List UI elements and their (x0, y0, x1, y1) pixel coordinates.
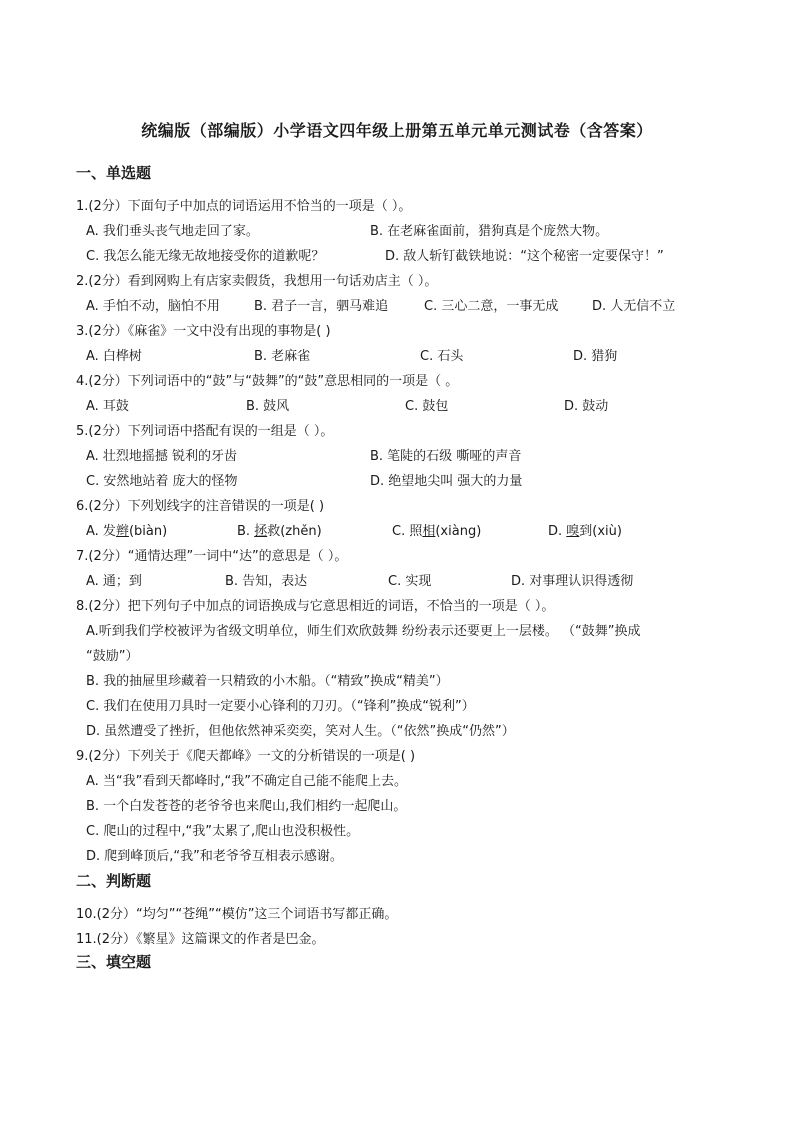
section-heading-single-choice: 一、单选题 (76, 164, 152, 182)
question-7-stem: 7.(2分）“通情达理”一词中“达”的意思是（ ）。 (76, 549, 348, 564)
question-1-option-d: D. 敌人斩钉截铁地说：“这个秘密一定要保守！” (385, 249, 664, 264)
question-5-stem: 5.(2分）下列词语中搭配有误的一组是（ ）。 (76, 424, 334, 439)
question-7-option-b: B. 告知，表达 (225, 574, 308, 589)
question-8-option-c: C. 我们在使用刀具时一定要小心锋利的刀刃。（“锋利”换成“锐利”） (86, 699, 475, 714)
question-10-stem: 10.(2分）“均匀”“苍绳”“模仿”这三个词语书写都正确。 (76, 907, 398, 922)
question-3-option-d: D. 猎狗 (573, 349, 618, 364)
question-2-option-d: D. 人无信不立 (592, 299, 676, 314)
question-6-option-a: A. 发辫(biàn) (86, 524, 168, 539)
question-6-option-d: D. 嗅到(xiù) (548, 524, 622, 539)
section-heading-fill-blank: 三、填空题 (76, 953, 152, 971)
question-5-option-b: B. 笔陡的石级 嘶哑的声音 (370, 449, 522, 464)
question-1-stem: 1.(2分）下面句子中加点的词语运用不恰当的一项是（ ）。 (76, 199, 412, 214)
question-2-stem: 2.(2分）看到网购上有店家卖假货，我想用一句话劝店主（ ）。 (76, 274, 438, 289)
question-3-option-c: C. 石头 (420, 349, 464, 364)
question-4-option-a: A. 耳鼓 (86, 399, 129, 414)
question-9-stem: 9.(2分）下列关于《爬天都峰》一文的分析错误的一项是( ) (76, 749, 416, 764)
question-11-stem: 11.(2分）《繁星》这篇课文的作者是巴金。 (76, 932, 325, 947)
question-8-option-d: D. 虽然遭受了挫折，但他依然神采奕奕，笑对人生。（“依然”换成“仍然”） (86, 724, 515, 739)
question-6-option-c: C. 照相(xiàng) (392, 524, 482, 539)
question-9-option-d: D. 爬到峰顶后,“我”和老爷爷互相表示感谢。 (86, 849, 343, 864)
question-7-option-d: D. 对事理认识得透彻 (511, 574, 634, 589)
question-7-option-a: A. 通；到 (86, 574, 142, 589)
question-9-option-b: B. 一个白发苍苍的老爷爷也来爬山,我们相约一起爬山。 (86, 799, 407, 814)
question-4-option-c: C. 鼓包 (405, 399, 449, 414)
question-8-option-a-cont: “鼓励”） (86, 649, 139, 664)
question-8-option-a: A.听到我们学校被评为省级文明单位，师生们欢欣鼓舞 纷纷表示还要更上一层楼。 （“鼓舞”换成 (86, 624, 641, 639)
question-1-option-b: B. 在老麻雀面前，猎狗真是个庞然大物。 (370, 224, 609, 239)
question-2-option-c: C. 三心二意，一事无成 (424, 299, 559, 314)
question-5-option-d: D. 绝望地尖叫 强大的力量 (370, 474, 523, 489)
question-4-stem: 4.(2分）下列词语中的“鼓”与“鼓舞”的“鼓”意思相同的一项是（ 。 (76, 374, 459, 389)
question-9-option-a: A. 当“我”看到天都峰时,“我”不确定自己能不能爬上去。 (86, 774, 408, 789)
section-heading-true-false: 二、判断题 (76, 872, 152, 890)
question-2-option-b: B. 君子一言，驷马难追 (254, 299, 389, 314)
question-6-option-b: B. 拯救(zhěn) (237, 524, 322, 539)
question-1-option-a: A. 我们垂头丧气地走回了家。 (86, 224, 259, 239)
question-5-option-c: C. 安然地站着 庞大的怪物 (86, 474, 238, 489)
question-3-option-b: B. 老麻雀 (254, 349, 311, 364)
page-title: 统编版（部编版）小学语文四年级上册第五单元单元测试卷（含答案） (141, 121, 653, 140)
question-8-stem: 8.(2分）把下列句子中加点的词语换成与它意思相近的词语，不恰当的一项是（ ）。 (76, 599, 555, 614)
question-2-option-a: A. 手怕不动，脑怕不用 (86, 299, 220, 314)
question-8-option-b: B. 我的抽屉里珍藏着一只精致的小木船。（“精致”换成“精美”） (86, 674, 449, 689)
question-3-stem: 3.(2分）《麻雀》一文中没有出现的事物是( ) (76, 324, 331, 339)
question-4-option-b: B. 鼓风 (246, 399, 290, 414)
question-5-option-a: A. 壮烈地摇撼 锐利的牙齿 (86, 449, 238, 464)
question-3-option-a: A. 白桦树 (86, 349, 142, 364)
question-9-option-c: C. 爬山的过程中,“我”太累了,爬山也没积极性。 (86, 824, 360, 839)
question-1-option-c: C. 我怎么能无缘无故地接受你的道歉呢？ (86, 249, 325, 264)
question-7-option-c: C. 实现 (388, 574, 432, 589)
question-6-stem: 6.(2分）下列划线字的注音错误的一项是( ) (76, 499, 325, 514)
question-4-option-d: D. 鼓动 (564, 399, 609, 414)
